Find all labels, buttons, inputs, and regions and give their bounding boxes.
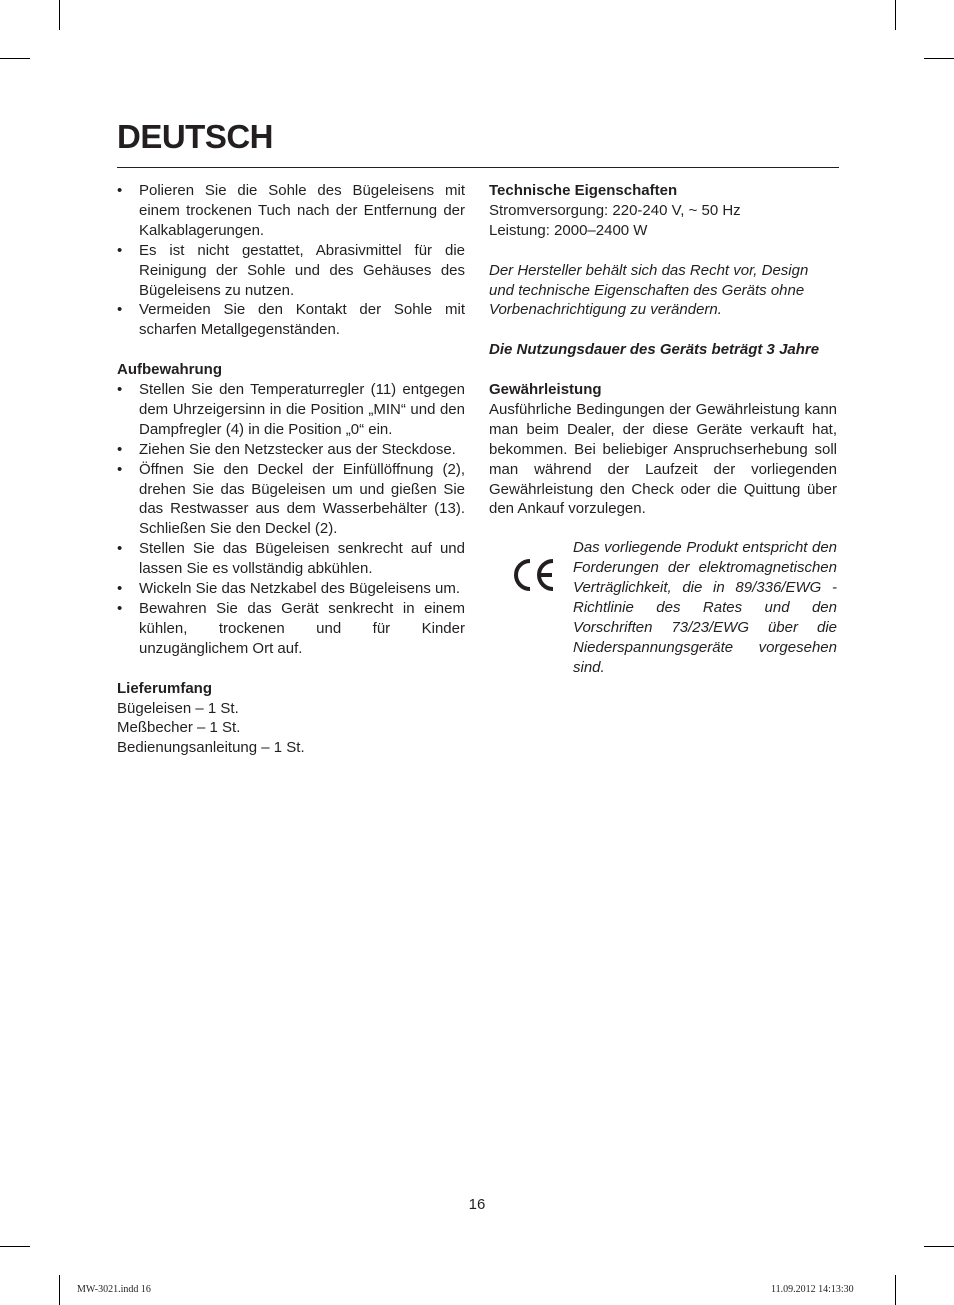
right-column [489, 181, 837, 678]
care-list [117, 181, 465, 340]
list-item: • Es ist nicht gestattet, Abrasivmittel für die Reinigung der Sohle und des Gehäuses des Bügeleisens zu nutzen. [117, 241, 465, 299]
storage-list [117, 380, 465, 659]
specs-line: Stromversorgung: 220-240 V, ~ 50 Hz [489, 201, 741, 219]
specs-heading: Technische Eigenschaften [489, 182, 678, 199]
crop-mark [924, 58, 954, 59]
list-item: • Öffnen Sie den Deckel der Einfüllöffnung (2), drehen Sie das Bügeleisen um und gießen Sie das Restwasser aus dem Wasserbehälter (13). Schließen Sie den Deckel (2). [117, 460, 465, 538]
list-item: • Stellen Sie das Bügeleisen senkrecht auf und lassen Sie es vollständig abkühlen. [117, 540, 465, 578]
delivery-heading: Lieferumfang [117, 679, 213, 697]
crop-mark [0, 58, 30, 59]
delivery-line: Meßbecher – 1 St. [117, 719, 241, 737]
page-title: DEUTSCH [117, 118, 274, 155]
ce-section [489, 538, 837, 678]
crop-mark [895, 1275, 896, 1305]
service-life-note: Die Nutzungsdauer des Geräts beträgt 3 Jahre [489, 341, 820, 359]
ce-conformity-text: Das vorliegende Produkt entspricht den Forderungen der elektromagnetischen Verträglichkeit, die in 89/336/EWG -Richtlinie des Rates und den Vorschriften 73/23/EWG über die Niederspannungsgeräte vorgesehen sind. [573, 539, 837, 676]
list-item: • Vermeiden Sie den Kontakt der Sohle mit scharfen Metallgegenständen. [117, 301, 465, 339]
list-item: • Wickeln Sie das Netzkabel des Bügeleisens um. [117, 580, 460, 598]
page-number: 16 [468, 1196, 486, 1213]
specs-line: Leistung: 2000–2400 W [489, 221, 648, 239]
crop-mark [59, 0, 60, 30]
delivery-line: Bügeleisen – 1 St. [117, 699, 239, 717]
file-slug: MW-3021.indd 16 [77, 1284, 151, 1295]
delivery-line: Bedienungsanleitung – 1 St. [117, 739, 305, 757]
warranty-heading: Gewährleistung [489, 381, 602, 399]
list-item: • Bewahren Sie das Gerät senkrecht in einem kühlen, trockenen und für Kinder unzugänglichem Ort auf. [117, 600, 465, 657]
storage-heading: Aufbewahrung [117, 361, 222, 379]
ce-mark-icon [509, 555, 559, 595]
list-item: • Ziehen Sie den Netzstecker aus der Steckdose. [117, 440, 456, 458]
manufacturer-note: Der Hersteller behält sich das Recht vor, Design und technische Eigenschaften des Geräts ohne Vorbenachrichtigung zu verändern. [489, 261, 809, 319]
crop-mark [0, 1246, 30, 1247]
list-item: • Polieren Sie die Sohle des Bügeleisens mit einem trockenen Tuch nach der Entfernung der Kalkablagerungen. [117, 182, 465, 239]
crop-mark [924, 1246, 954, 1247]
crop-mark [895, 0, 896, 30]
date-slug: 11.09.2012 14:13:30 [771, 1284, 854, 1295]
left-column [117, 181, 465, 758]
list-item: • Stellen Sie den Temperaturregler (11) entgegen dem Uhrzeigersinn in die Position „MIN“ und den Dampfregler (4) in die Position „0“ ein. [117, 381, 465, 438]
warranty-text: Ausführliche Bedingungen der Gewährleistung kann man beim Dealer, der diese Geräte verkauft hat, bekommen. Bei beliebiger Anspruchserhebung soll man während der Laufzeit der vorliegenden Gewährleistung den Check oder die Quittung über den Ankauf vorzulegen. [489, 400, 837, 518]
crop-mark [59, 1275, 60, 1305]
title-rule [117, 167, 839, 168]
